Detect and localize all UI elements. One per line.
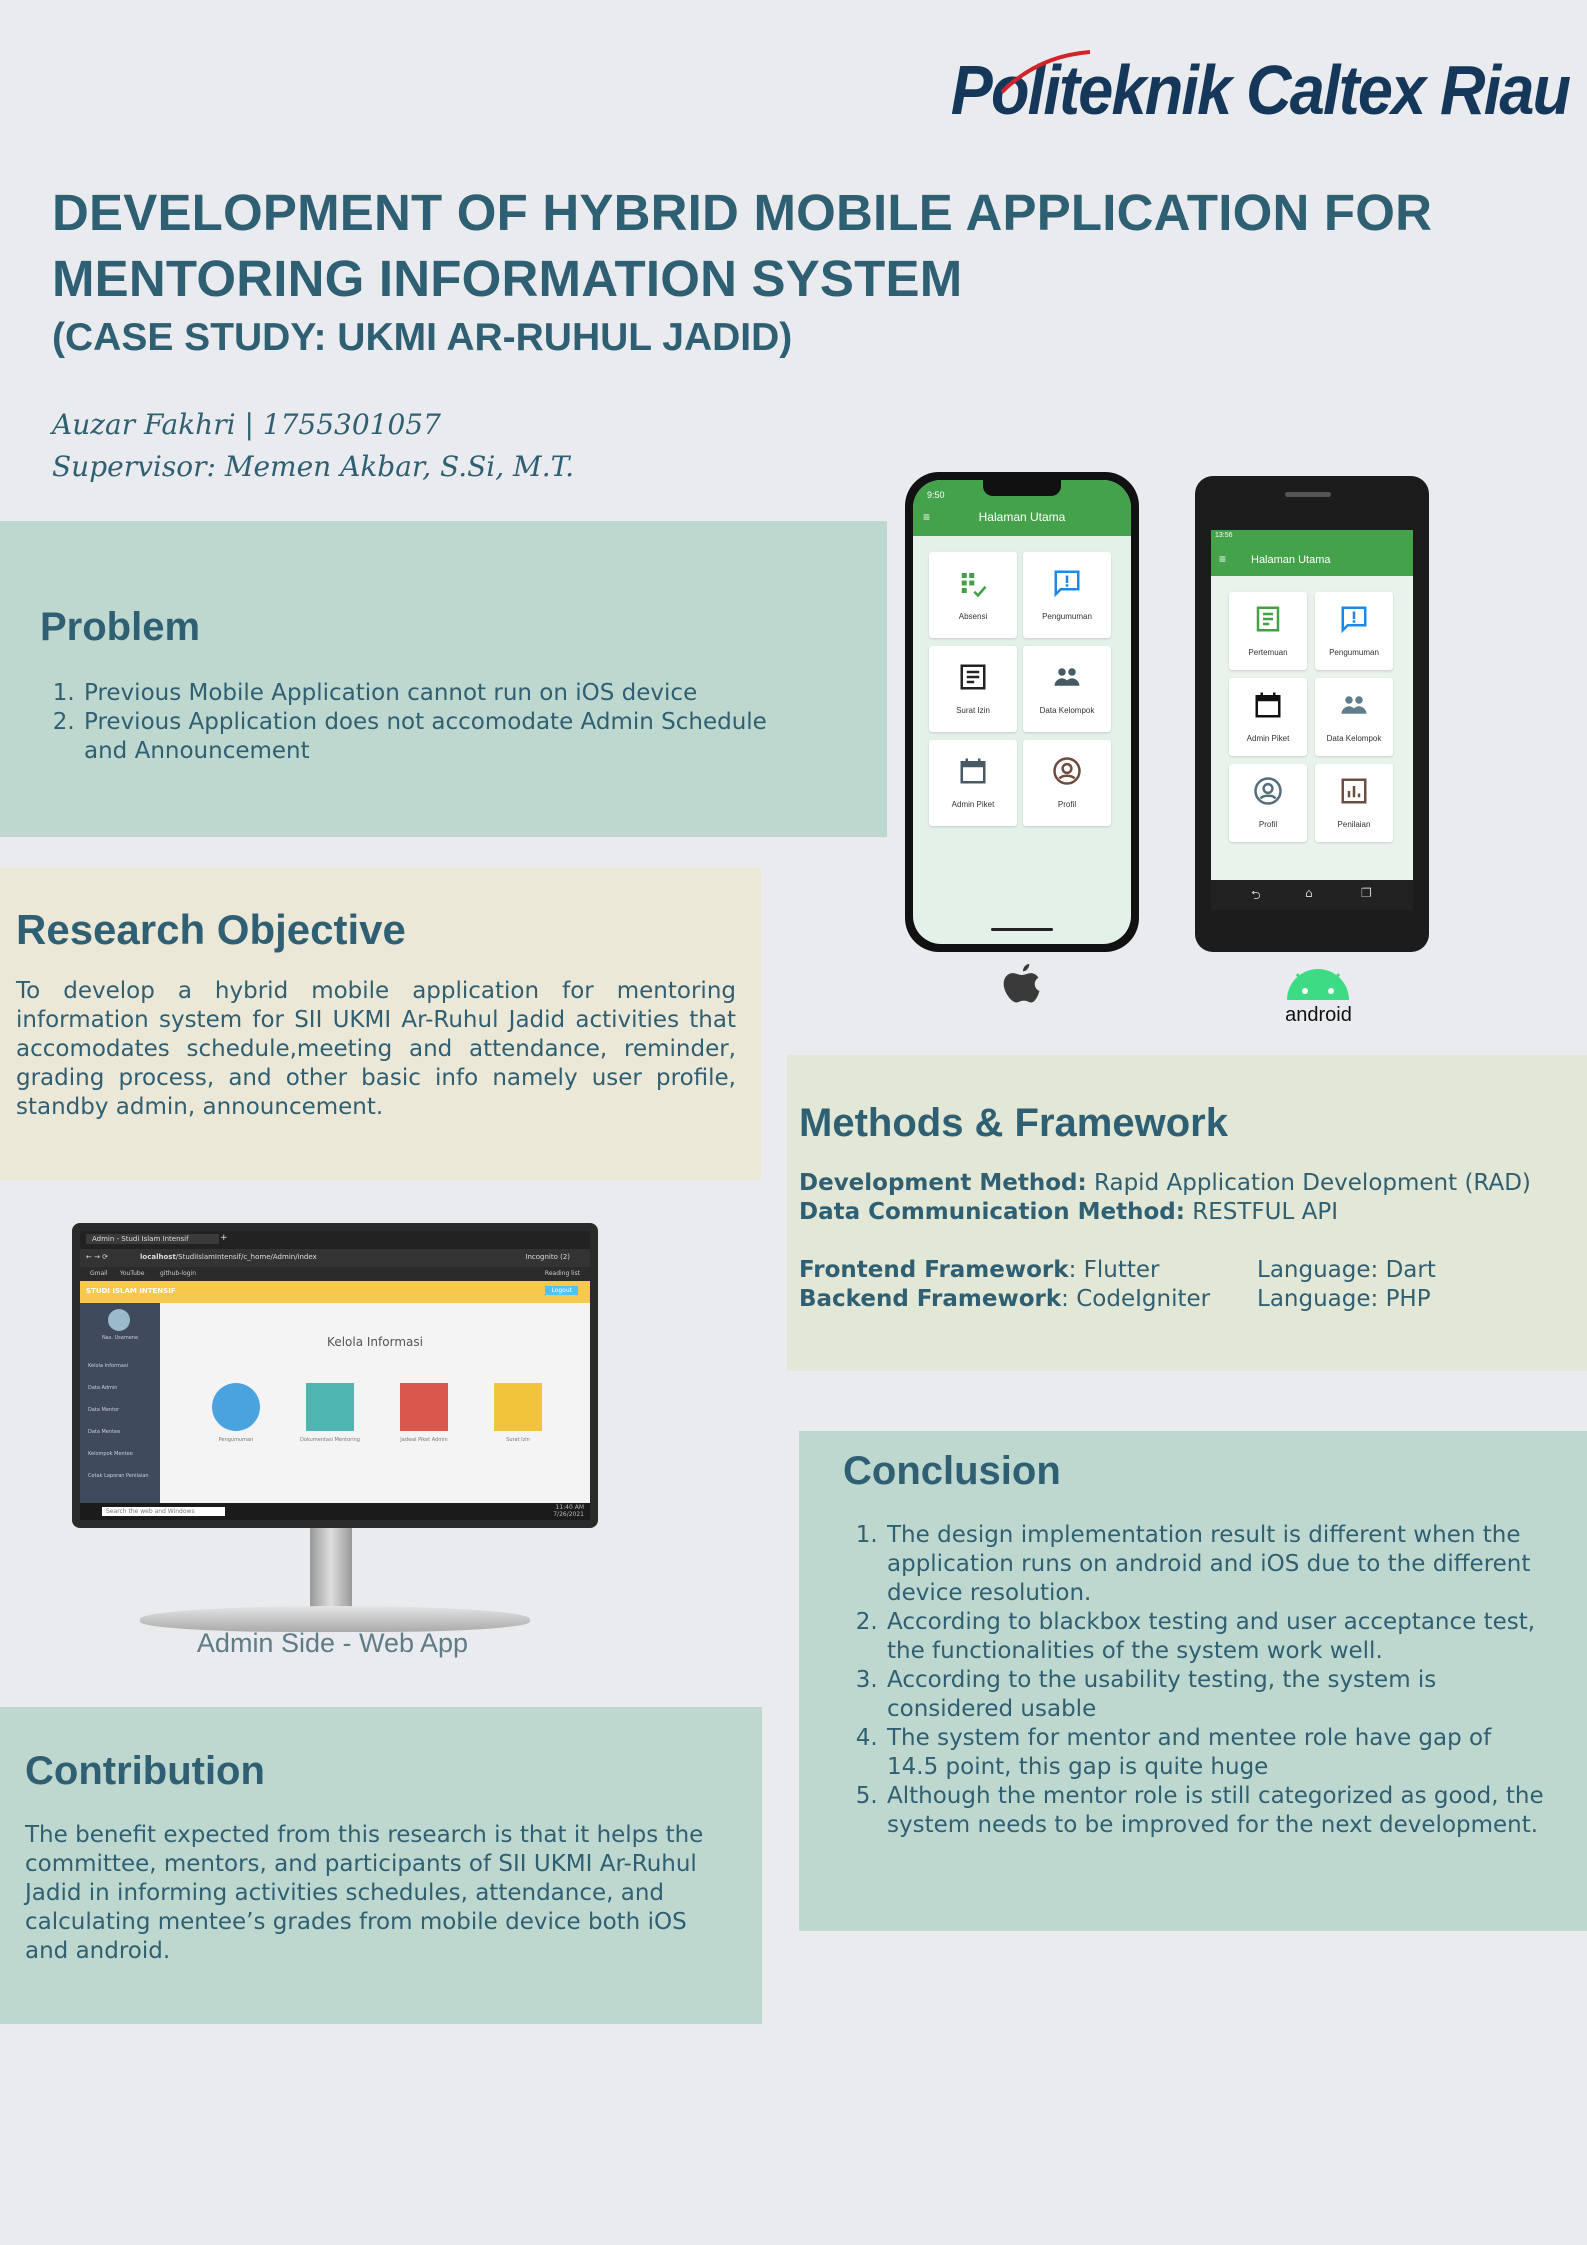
document-icon [958,662,988,692]
objective-heading: Research Objective [16,906,406,953]
row-label: Development Method: [799,1170,1087,1196]
announcement-icon [1052,568,1082,598]
contribution-heading: Contribution [25,1749,265,1793]
frontend-language: Language: Dart [1257,1257,1436,1283]
group-icon [1052,662,1082,692]
tile-label: Penilaian [1337,820,1371,829]
android-phone-mockup [1195,476,1429,952]
tile-label: Profil [1258,820,1278,829]
sidebar-item[interactable]: Data Mentee [88,1429,121,1435]
row-value: : CodeIgniter [1061,1286,1211,1312]
poster-title [52,180,1432,312]
problem-heading: Problem [40,605,201,649]
calendar-icon [958,756,988,786]
row-label: Frontend Framework [799,1257,1069,1283]
menu-tile[interactable] [1023,740,1111,826]
calendar-icon [1253,690,1283,720]
browser-tab-bar [80,1231,590,1249]
clock-date: 7/26/2021 [553,1511,584,1518]
phone-notch [983,480,1061,496]
methods-panel [787,1055,1587,1371]
row-value: Rapid Application Development (RAD) [1086,1170,1531,1196]
appbar-title: Halaman Utama [978,510,1066,524]
monitor-mockup [72,1223,598,1528]
title-line-1: DEVELOPMENT OF HYBRID MOBILE APPLICATION FOR [52,184,1433,241]
status-time: 9:50 [927,490,945,500]
sidebar-item[interactable]: Data Mentor [88,1407,120,1413]
android-nav-bar [1211,880,1413,910]
list-item: 1. Previous Mobile Application cannot run on iOS device [82,679,782,708]
meeting-icon [1253,604,1283,634]
menu-tile[interactable] [1229,764,1307,842]
chart-icon [1339,776,1369,806]
list-item: 2. According to blackbox testing and user acceptance test, the functionalities of the system work well. [885,1608,1545,1666]
android-logo-icon [1283,966,1353,1002]
taskbar-clock [553,1504,584,1518]
sidebar-item[interactable]: Kelola Informasi [88,1363,128,1369]
card-label: Surat Izin [506,1437,530,1443]
menu-tile[interactable] [1229,592,1307,670]
row-label: Backend Framework [799,1286,1062,1312]
envelope-icon[interactable] [494,1383,542,1431]
app-header [80,1281,590,1303]
backend-row [799,1285,1210,1314]
bookmark-item[interactable]: Gmail [90,1270,108,1277]
menu-tile[interactable] [929,740,1017,826]
calendar-icon[interactable] [400,1383,448,1431]
sidebar-item[interactable]: Kelompok Mentee [88,1451,133,1457]
card-label: Pengumuman [218,1437,254,1443]
tile-label: Absensi [958,612,988,621]
tile-label: Profil [1057,800,1077,809]
tile-label: Data Kelompok [1039,706,1095,715]
logo-swoosh-icon [998,48,1092,100]
profile-icon [1253,776,1283,806]
taskbar-search[interactable]: Search the web and Windows [102,1507,225,1516]
sidebar-item[interactable]: Data Admin [88,1385,118,1391]
tile-label: Pengumuman [1329,648,1379,657]
documentation-icon[interactable] [306,1383,354,1431]
conclusion-heading: Conclusion [843,1449,1061,1493]
row-value: RESTFUL API [1184,1199,1338,1225]
frontend-row [799,1256,1159,1285]
card-label: Jadwal Piket Admin [400,1437,448,1443]
profile-icon [1052,756,1082,786]
avatar [108,1309,130,1331]
megaphone-icon[interactable] [212,1383,260,1431]
contribution-text: The benefit expected from this research is that it helps the committee, mentors, and participants of SII UKMI Ar-Ruhul Jadid in informing activities schedules, attendance, and calculating mentee’s grades from mobile device both iOS and android. [25,1822,704,1964]
row-value: : Flutter [1068,1257,1160,1283]
title-line-2: MENTORING INFORMATION SYSTEM [52,250,963,307]
ios-phone-mockup [905,472,1139,952]
url-path: /StudiIslamIntensif/c_home/Admin/index [175,1253,317,1261]
menu-tile[interactable] [1229,678,1307,756]
speaker-grille [1285,492,1331,497]
url-field[interactable] [140,1253,317,1261]
incognito-label: Incognito (2) [525,1253,570,1261]
web-app-screen [80,1231,590,1520]
objective-text: To develop a hybrid mobile application for mentoring information system for SII UKMI Ar-Ruhul Jadid activities that accomodates schedule,meeting and attendance, reminder, grading process, and other basic info namely user profile, standby admin, announcement. [16,978,736,1120]
tile-label: Surat Izin [956,706,990,715]
tile-label: Admin Piket [951,800,995,809]
browser-address-bar [80,1249,590,1267]
menu-tile[interactable] [1315,592,1393,670]
problem-panel [0,521,887,837]
new-tab-icon[interactable]: + [220,1233,228,1243]
communication-method-row [799,1198,1338,1227]
status-time: 13:56 [1215,532,1233,539]
menu-tile[interactable] [1023,646,1111,732]
home-indicator [991,928,1053,931]
methods-heading: Methods & Framework [799,1101,1228,1145]
brand-name: STUDI ISLAM INTENSIF [86,1287,176,1295]
poster-subtitle: (CASE STUDY: UKMI AR-RUHUL JADID) [52,316,793,359]
menu-icon[interactable]: ≡ [1219,552,1227,566]
card-label: Dokumentasi Mentoring [300,1437,360,1443]
appbar-title: Halaman Utama [1251,554,1331,566]
menu-tile[interactable] [1023,552,1111,638]
tile-label: Data Kelompok [1326,734,1382,743]
back-icon[interactable]: ⮌ [1251,888,1261,902]
development-method-row [799,1169,1531,1198]
url-host: localhost [140,1253,176,1261]
author-name: Auzar Fakhri | 1755301057 [52,408,441,441]
list-item: 2. Previous Application does not accomodate Admin Schedule and Announcement [82,708,782,766]
institution-logo: Politeknik Caltex Riau [950,51,1569,129]
menu-tile[interactable] [929,646,1017,732]
recents-icon[interactable]: ❐ [1361,886,1372,900]
admin-sidebar [80,1303,160,1503]
problem-list [40,679,782,766]
android-label: android [1285,1004,1352,1026]
clock-time: 11:40 AM [555,1504,584,1511]
objective-panel [0,868,761,1180]
bookmark-item[interactable]: YouTube [120,1270,145,1277]
attendance-icon [958,568,988,598]
browser-tab[interactable]: Admin - Studi Islam Intensif [86,1234,219,1244]
ios-phone-screen [913,480,1131,944]
list-item: 4. The system for mentor and mentee role have gap of 14.5 point, this gap is quite huge [885,1724,1545,1782]
supervisor-name: Supervisor: Memen Akbar, S.Si, M.T. [52,450,575,483]
menu-tile[interactable] [1315,764,1393,842]
user-name: Nas. Usamene [101,1335,139,1341]
contribution-panel [0,1707,762,2024]
menu-tile[interactable] [929,552,1017,638]
admin-caption: Admin Side - Web App [196,1628,469,1658]
bookmark-item[interactable]: github-login [160,1270,197,1277]
author-block [52,404,574,488]
apple-logo-icon [1000,960,1044,1012]
conclusion-panel [799,1431,1587,1931]
logout-button[interactable]: Logout [545,1286,578,1295]
list-item: 1. The design implementation result is different when the application runs on android and iOS due to the different device resolution. [885,1521,1545,1608]
reading-list[interactable]: Reading list [544,1270,580,1277]
android-phone-screen [1211,530,1413,880]
list-item: 3. According to the usability testing, the system is considered usable [885,1666,1545,1724]
android-appbar [1211,530,1413,576]
nav-arrows-icon[interactable]: ← → ⟳ [86,1253,109,1261]
sidebar-item[interactable]: Cetak Laporan Penilaian [88,1473,149,1479]
list-item: 5. Although the mentor role is still categorized as good, the system needs to be improved for the next development. [885,1782,1545,1840]
menu-tile[interactable] [1315,678,1393,756]
windows-taskbar [80,1503,590,1520]
bookmarks-bar [80,1267,590,1281]
monitor-stand [310,1528,352,1610]
tile-label: Admin Piket [1246,734,1290,743]
sidebar-menu [88,1355,149,1487]
conclusion-list [843,1521,1545,1840]
home-icon[interactable]: ⌂ [1305,886,1313,900]
group-icon [1339,690,1369,720]
backend-language: Language: PHP [1257,1286,1431,1312]
content-heading: Kelola Informasi [327,1335,423,1349]
announcement-icon [1339,604,1369,634]
tile-label: Pengumuman [1042,612,1092,621]
tile-label: Pertemuan [1248,648,1288,657]
menu-icon[interactable]: ≡ [923,510,931,524]
row-label: Data Communication Method: [799,1199,1185,1225]
